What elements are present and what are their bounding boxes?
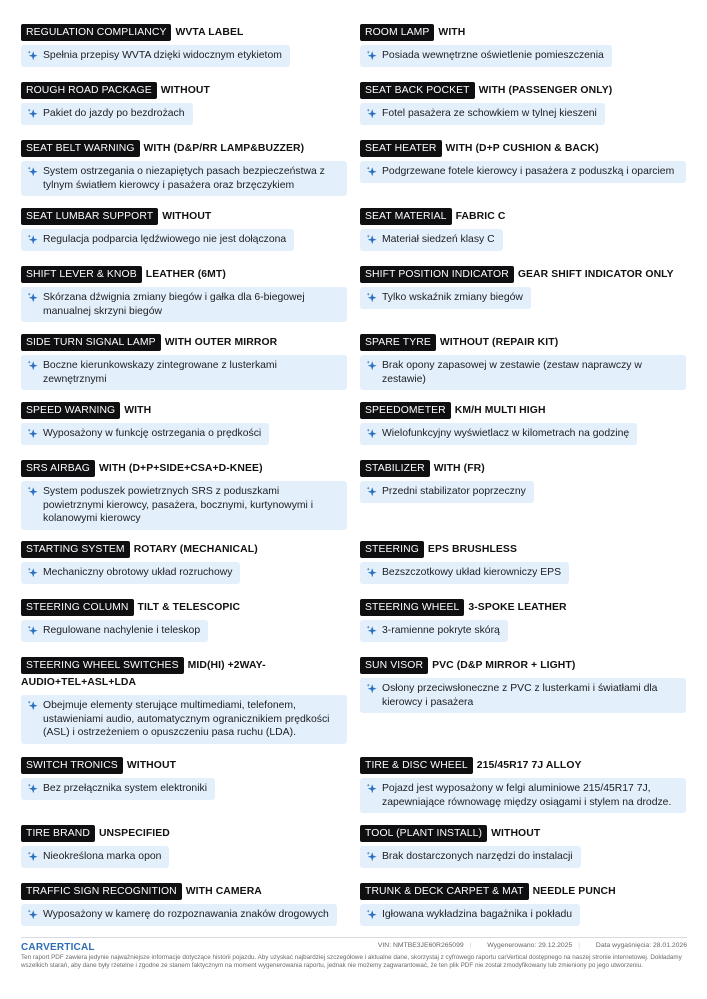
spec-value: 215/45R17 7J ALLOY [476, 760, 582, 771]
report-footer [21, 937, 687, 970]
spec-description [360, 103, 605, 125]
spec-description-text: Wielofunkcyjny wyświetlacz w kilometrach na godzinę [382, 428, 630, 439]
spec-item [360, 825, 690, 868]
spec-value: WITHOUT [162, 211, 212, 222]
spec-label-tag: REGULATION COMPLIANCY [21, 24, 171, 41]
spec-value: 3-SPOKE LEATHER [468, 602, 567, 613]
spec-description-text: Tylko wskaźnik zmiany biegów [382, 292, 523, 303]
spec-description-text: Spełnia przepisy WVTA dzięki widocznym etykietom [43, 50, 282, 61]
spec-description-text: Skórzana dźwignia zmiany biegów i gałka dla 6-biegowej manualnej skrzyni biegów [43, 292, 305, 317]
spec-item [21, 140, 351, 196]
spec-description [360, 846, 581, 868]
spec-header [21, 208, 351, 225]
spec-description [360, 620, 508, 642]
spec-item [360, 82, 690, 125]
sparkle-icon [366, 909, 378, 921]
spec-description [21, 846, 169, 868]
spec-description [21, 423, 269, 445]
spec-header [21, 140, 351, 157]
sparkle-icon [366, 486, 378, 498]
spec-value: WITH (FR) [433, 463, 485, 474]
spec-label-tag: ROOM LAMP [360, 24, 434, 41]
sparkle-icon [27, 625, 39, 637]
spec-description-text: Mechaniczny obrotowy układ rozruchowy [43, 567, 233, 578]
spec-header [21, 24, 351, 41]
spec-description-text: Pakiet do jazdy po bezdrożach [43, 108, 185, 119]
expiry-date: Data wygaśnięcia: 28.01.2026 [595, 942, 687, 949]
sparkle-icon [366, 625, 378, 637]
spec-description-text: Materiał siedzeń klasy C [382, 234, 495, 245]
spec-description [21, 229, 294, 251]
spec-value: GEAR SHIFT INDICATOR ONLY [517, 269, 674, 280]
sparkle-icon [366, 360, 378, 372]
spec-description [21, 481, 347, 530]
spec-label-tag: TRUNK & DECK CARPET & MAT [360, 883, 529, 900]
spec-label-tag: SEAT MATERIAL [360, 208, 452, 225]
sparkle-icon [366, 50, 378, 62]
spec-item [360, 402, 690, 445]
spec-label-tag: SEAT BELT WARNING [21, 140, 140, 157]
spec-item [360, 541, 690, 584]
spec-header [360, 757, 690, 774]
spec-description-text: Wyposażony w kamerę do rozpoznawania znaków drogowych [43, 909, 329, 920]
sparkle-icon [366, 108, 378, 120]
spec-description-text: Posiada wewnętrzne oświetlenie pomieszczenia [382, 50, 604, 61]
spec-description [21, 287, 347, 322]
sparkle-icon [27, 108, 39, 120]
spec-value: WITHOUT [160, 85, 210, 96]
spec-item [360, 460, 690, 503]
spec-item [21, 599, 351, 642]
spec-item [21, 208, 351, 251]
spec-description [360, 229, 503, 251]
spec-description-text: Obejmuje elementy sterujące multimediami, telefonem, ustawieniami audio, automatycznym ogranicznikiem prędkości (ASL) i ostrzeżeniem o opuszczeniu pasa ruchu (LDA). [43, 700, 330, 738]
sparkle-icon [366, 567, 378, 579]
spec-description-text: Nieokreślona marka opon [43, 851, 162, 862]
spec-label-tag: SEAT BACK POCKET [360, 82, 475, 99]
spec-description-text: Osłony przeciwsłoneczne z PVC z lusterkami i światłami dla kierowcy i pasażera [382, 683, 658, 708]
sparkle-icon [27, 292, 39, 304]
spec-value: PVC (D&P MIRROR + LIGHT) [432, 660, 576, 671]
sparkle-icon [27, 567, 39, 579]
spec-value: WITHOUT [126, 760, 177, 771]
spec-item [360, 140, 690, 183]
spec-label-tag: SEAT LUMBAR SUPPORT [21, 208, 158, 225]
spec-description-text: Przedni stabilizator poprzeczny [382, 486, 526, 497]
spec-header [21, 402, 351, 419]
spec-header [21, 599, 351, 616]
spec-header [360, 599, 690, 616]
sparkle-icon [27, 783, 39, 795]
spec-description [360, 423, 637, 445]
spec-label-tag: SHIFT LEVER & KNOB [21, 266, 142, 283]
spec-value: WITHOUT [491, 828, 541, 839]
spec-header [21, 334, 351, 351]
logo-part-car: CAR [21, 942, 44, 953]
spec-description [360, 287, 531, 309]
spec-item [360, 657, 690, 713]
spec-item [360, 266, 690, 309]
spec-description [360, 481, 534, 503]
spec-description [360, 778, 686, 813]
spec-description-text: System poduszek powietrznych SRS z poduszkami powietrznymi kierowcy, pasażera, bocznymi, kurtynowymi i kolanowymi kierowcy [43, 486, 314, 524]
spec-description-text: Regulacja podparcia lędźwiowego nie jest dołączona [43, 234, 287, 245]
spec-value: LEATHER (6MT) [145, 269, 226, 280]
spec-item [21, 24, 351, 67]
spec-value: WITH (PASSENGER ONLY) [478, 85, 613, 96]
spec-item [360, 208, 690, 251]
spec-description [21, 778, 215, 800]
spec-header [360, 541, 690, 558]
spec-item [21, 757, 351, 800]
spec-description-text: Podgrzewane fotele kierowcy i pasażera z poduszką i oparciem [382, 166, 675, 177]
spec-item [21, 266, 351, 322]
spec-label-tag: SRS AIRBAG [21, 460, 95, 477]
sparkle-icon [366, 683, 378, 695]
spec-label-tag: TIRE BRAND [21, 825, 95, 842]
spec-value: WITH [438, 27, 466, 38]
sparkle-icon [366, 234, 378, 246]
spec-description [21, 904, 337, 926]
sparkle-icon [27, 851, 39, 863]
spec-value: WITH (D&P/RR LAMP&BUZZER) [143, 143, 305, 154]
spec-label-tag: STEERING COLUMN [21, 599, 134, 616]
spec-value: WITH OUTER MIRROR [164, 337, 278, 348]
spec-value: EPS BRUSHLESS [427, 544, 517, 555]
spec-label-tag: SUN VISOR [360, 657, 428, 674]
spec-header [360, 266, 690, 283]
spec-header [21, 460, 351, 477]
spec-description-text: Bezszczotkowy układ kierowniczy EPS [382, 567, 562, 578]
spec-description [21, 695, 347, 744]
spec-label-tag: STEERING [360, 541, 424, 558]
spec-description [360, 678, 686, 713]
spec-header [360, 657, 690, 674]
spec-description [360, 904, 580, 926]
spec-description-text: Brak opony zapasowej w zestawie (zestaw naprawczy w zestawie) [382, 360, 642, 385]
spec-value: TILT & TELESCOPIC [137, 602, 241, 613]
spec-label-tag: TOOL (PLANT INSTALL) [360, 825, 487, 842]
spec-description [21, 562, 240, 584]
spec-description-text: Boczne kierunkowskazy zintegrowane z lusterkami zewnętrznymi [43, 360, 277, 385]
spec-description-text: System ostrzegania o niezapiętych pasach bezpieczeństwa z tylnym światłem kierowcy i pasażera oraz brzęczykiem [43, 166, 325, 191]
spec-item [21, 334, 351, 390]
spec-value: WITH [124, 405, 152, 416]
spec-description-text: 3-ramienne pokryte skórą [382, 625, 500, 636]
spec-label-tag: STEERING WHEEL SWITCHES [21, 657, 184, 674]
spec-label-tag: SEAT HEATER [360, 140, 442, 157]
spec-description-text: Wyposażony w funkcję ostrzegania o prędkości [43, 428, 262, 439]
spec-header [360, 82, 690, 99]
spec-description-text: Brak dostarczonych narzędzi do instalacji [382, 851, 573, 862]
spec-header [21, 825, 351, 842]
spec-value: FABRIC C [455, 211, 506, 222]
spec-header [360, 208, 690, 225]
spec-label-tag: SPEED WARNING [21, 402, 120, 419]
spec-item [21, 82, 351, 125]
spec-label-tag: TRAFFIC SIGN RECOGNITION [21, 883, 182, 900]
spec-label-tag: STEERING WHEEL [360, 599, 464, 616]
report-meta: VIN: NMTBE3JE60R265099 | Wygenerowano: 29.12.2025 | Data wygaśnięcia: 28.01.2026 [377, 942, 687, 949]
spec-description [360, 355, 686, 390]
spec-header [360, 24, 690, 41]
spec-header [360, 402, 690, 419]
spec-value: WITH CAMERA [185, 886, 262, 897]
sparkle-icon [27, 50, 39, 62]
spec-description [21, 620, 208, 642]
spec-item [360, 757, 690, 813]
spec-item [21, 883, 351, 926]
spec-label-tag: TIRE & DISC WHEEL [360, 757, 473, 774]
generated-date: Wygenerowano: 29.12.2025 [487, 942, 573, 949]
spec-header [360, 460, 690, 477]
sparkle-icon [27, 166, 39, 178]
spec-description-text: Fotel pasażera ze schowkiem w tylnej kieszeni [382, 108, 597, 119]
spec-header [21, 541, 351, 558]
spec-item [360, 334, 690, 390]
sparkle-icon [27, 428, 39, 440]
sparkle-icon [366, 783, 378, 795]
spec-item [21, 541, 351, 584]
spec-label-tag: STABILIZER [360, 460, 430, 477]
sparkle-icon [366, 428, 378, 440]
spec-description [21, 45, 290, 67]
spec-header [21, 82, 351, 99]
logo-part-vertical: VERTICAL [43, 942, 95, 953]
spec-header [360, 140, 690, 157]
disclaimer-text: Ten raport PDF zawiera jedynie najważniejsze informacje dotyczące historii pojazdu. Aby uzyskać najbardziej szczegółowe i aktualne dane, skorzystaj z cyfrowego raportu carVertical dostępnego na naszej stronie internetowej. Dokładamy wszelkich starań, aby dane były rzetelne i zgodne ze stanem faktycznym na moment wygenerowania raportu, jednak nie możemy zagwarantować, że ten plik PDF nie został zmodyfikowany lub zmieniony po jego utworzeniu. [21, 954, 682, 970]
spec-label-tag: SHIFT POSITION INDICATOR [360, 266, 514, 283]
spec-header [360, 334, 690, 351]
spec-item [360, 883, 690, 926]
spec-value: WITH (D+P CUSHION & BACK) [445, 143, 599, 154]
spec-value: NEEDLE PUNCH [532, 886, 616, 897]
spec-description [21, 103, 193, 125]
spec-label-tag: SPEEDOMETER [360, 402, 451, 419]
spec-description-text: Igłowana wykładzina bagażnika i pokładu [382, 909, 573, 920]
spec-label-tag: SWITCH TRONICS [21, 757, 123, 774]
spec-description [360, 45, 612, 67]
spec-value: WITH (D+P+SIDE+CSA+D-KNEE) [98, 463, 263, 474]
sparkle-icon [27, 360, 39, 372]
spec-item [21, 657, 351, 744]
spec-value: MID(HI) +2WAY-AUDIO+TEL+ASL+LDA [21, 660, 266, 688]
spec-description [21, 355, 347, 390]
sparkle-icon [27, 700, 39, 712]
spec-item [21, 460, 351, 530]
spec-header [360, 883, 690, 900]
sparkle-icon [366, 166, 378, 178]
sparkle-icon [27, 234, 39, 246]
sparkle-icon [366, 851, 378, 863]
sparkle-icon [27, 909, 39, 921]
sparkle-icon [366, 292, 378, 304]
spec-description-text: Bez przełącznika system elektroniki [43, 783, 208, 794]
spec-header [360, 825, 690, 842]
spec-value: WITHOUT (REPAIR KIT) [439, 337, 559, 348]
spec-header [21, 757, 351, 774]
spec-description-text: Regulowane nachylenie i teleskop [43, 625, 201, 636]
spec-header [21, 883, 351, 900]
spec-item [21, 402, 351, 445]
carvertical-logo [21, 942, 95, 953]
spec-header [21, 657, 351, 691]
spec-header [21, 266, 351, 283]
spec-item [21, 825, 351, 868]
spec-label-tag: ROUGH ROAD PACKAGE [21, 82, 157, 99]
spec-item [360, 24, 690, 67]
spec-value: KM/H MULTI HIGH [454, 405, 546, 416]
spec-label-tag: SPARE TYRE [360, 334, 436, 351]
spec-item [360, 599, 690, 642]
vin-number: VIN: NMTBE3JE60R265099 [377, 942, 464, 949]
spec-label-tag: STARTING SYSTEM [21, 541, 130, 558]
sparkle-icon [27, 486, 39, 498]
spec-description [360, 161, 686, 183]
spec-description-text: Pojazd jest wyposażony w felgi aluminiowe 215/45R17 7J, zapewniające równowagę między osiągami i stylem na drodze. [382, 783, 672, 808]
spec-value: ROTARY (MECHANICAL) [133, 544, 258, 555]
spec-value: UNSPECIFIED [98, 828, 170, 839]
spec-value: WVTA LABEL [175, 27, 244, 38]
spec-label-tag: SIDE TURN SIGNAL LAMP [21, 334, 161, 351]
spec-description [360, 562, 569, 584]
spec-description [21, 161, 347, 196]
